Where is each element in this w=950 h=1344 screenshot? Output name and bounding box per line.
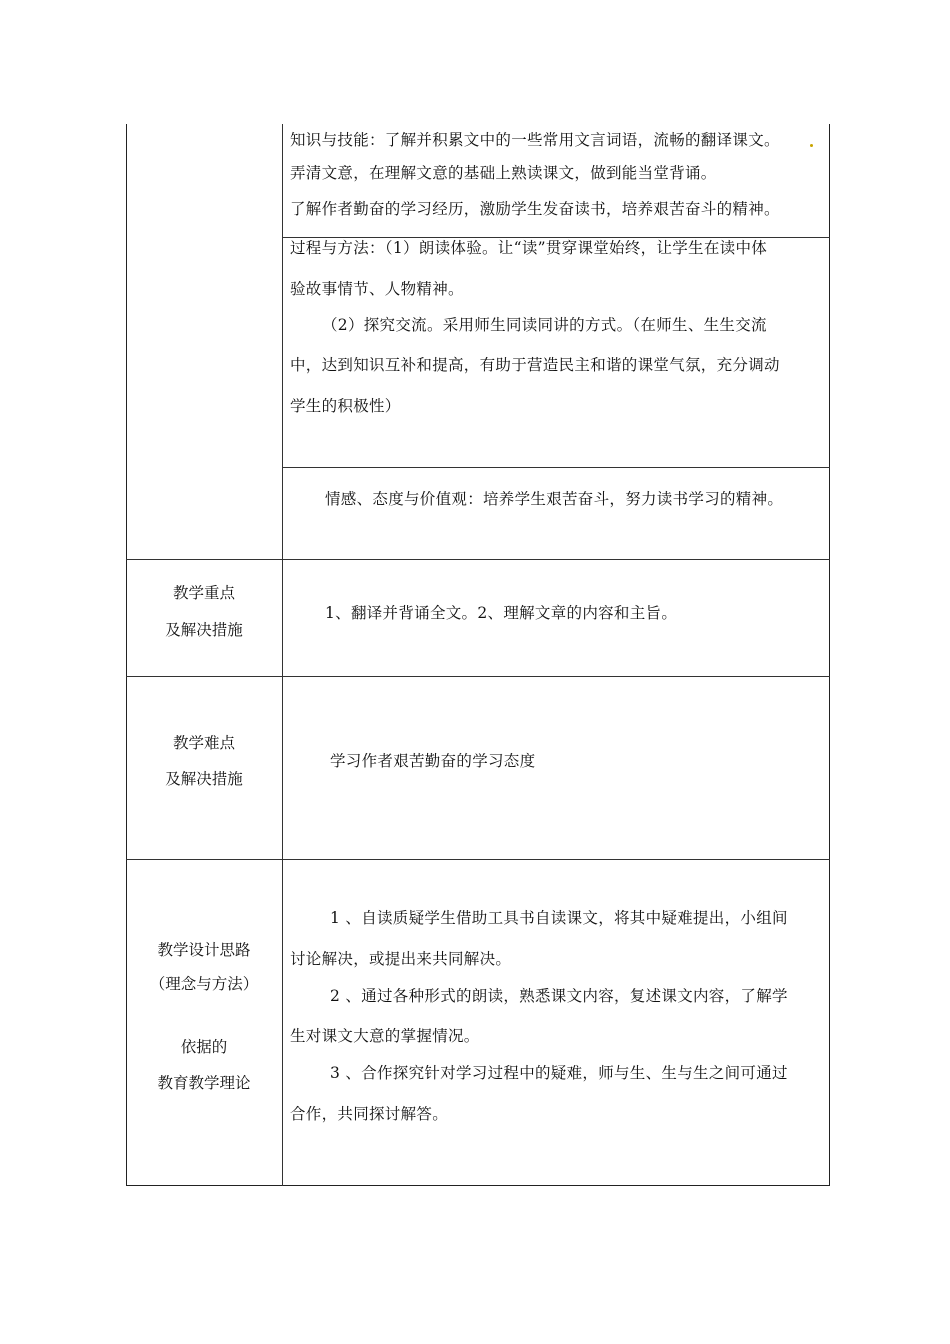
knowledge-line-2: 弄清文意，在理解文意的基础上熟读课文，做到能当堂背诵。 [290, 164, 717, 182]
keypoints-content: 1、翻译并背诵全文。2、理解文章的内容和主旨。 [325, 604, 678, 622]
row-divider-process [282, 467, 830, 468]
process-line-5: 学生的积极性） [290, 397, 401, 415]
design-label-3: 依据的 [180, 1038, 228, 1056]
design-item-2-line-2: 生对课文大意的掌握情况。 [290, 1027, 480, 1045]
design-label-2: （理念与方法） [149, 975, 259, 993]
knowledge-line-1: 知识与技能：了解并积累文中的一些常用文言词语，流畅的翻译课文。 [290, 131, 780, 149]
row-divider-difficulties [126, 859, 830, 860]
design-item-1-line-1: 1 、自读质疑学生借助工具书自读课文，将其中疑难提出，小组间 [330, 909, 788, 927]
marker-dot [810, 144, 813, 147]
design-item-3-line-2: 合作，共同探讨解答。 [290, 1105, 449, 1123]
process-line-2: 验故事情节、人物精神。 [290, 280, 464, 298]
difficulties-label-1: 教学难点 [172, 734, 235, 752]
design-item-2-line-1: 2 、通过各种形式的朗读，熟悉课文内容，复述课文内容，了解学 [330, 987, 788, 1005]
difficulties-content: 学习作者艰苦勤奋的学习态度 [330, 752, 536, 770]
design-label-1: 教学设计思路 [157, 941, 251, 959]
difficulties-label-2: 及解决措施 [165, 770, 243, 788]
process-line-1: 过程与方法：（1）朗读体验。让“读”贯穿课堂始终，让学生在读中体 [290, 239, 768, 257]
keypoints-label-2: 及解决措施 [165, 621, 243, 639]
keypoints-label-1: 教学重点 [172, 584, 235, 602]
row-divider-knowledge [282, 237, 830, 238]
emotion-line-1: 情感、态度与价值观：培养学生艰苦奋斗，努力读书学习的精神。 [325, 490, 784, 508]
process-line-3: （2）探究交流。采用师生同读同讲的方式。（在师生、生生交流 [322, 316, 767, 334]
design-item-1-line-2: 讨论解决，或提出来共同解决。 [290, 950, 512, 968]
column-divider [282, 124, 283, 1186]
row-divider-keypoints [126, 676, 830, 677]
process-line-4: 中，达到知识互补和提高，有助于营造民主和谐的课堂气氛，充分调动 [290, 356, 780, 374]
knowledge-line-3: 了解作者勤奋的学习经历，激励学生发奋读书，培养艰苦奋斗的精神。 [290, 200, 780, 218]
row-divider-goals [126, 559, 830, 560]
design-item-3-line-1: 3 、合作探究针对学习过程中的疑难，师与生、生与生之间可通过 [330, 1064, 788, 1082]
design-label-4: 教育教学理论 [157, 1074, 251, 1092]
